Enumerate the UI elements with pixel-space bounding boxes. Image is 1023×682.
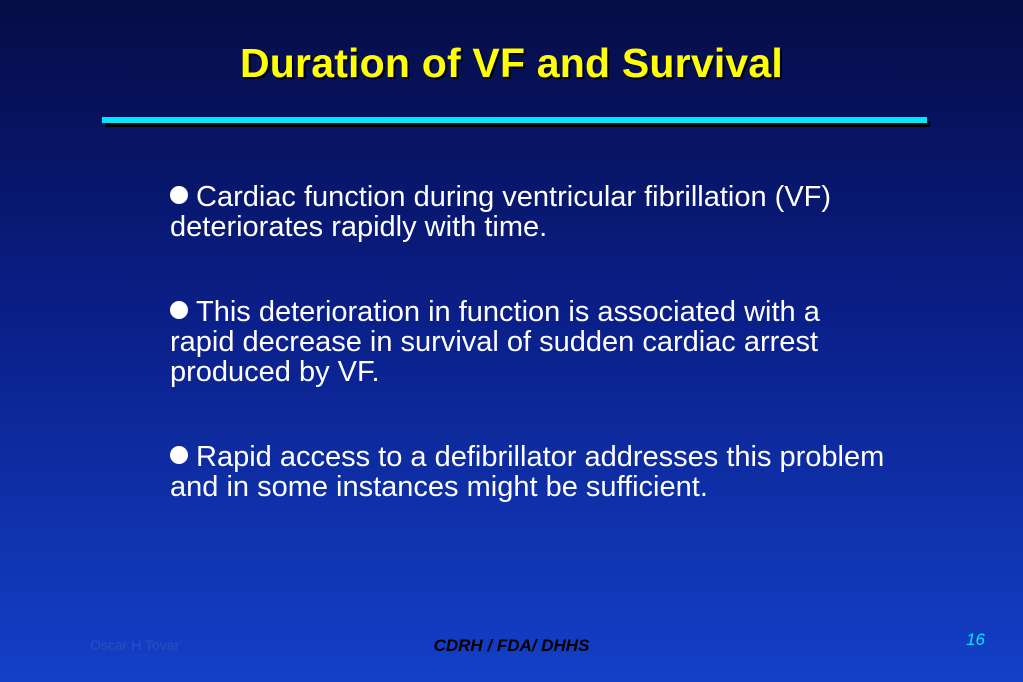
bullet-text: Rapid access to a defibrillator addresses this problem and in some instances might be sufficient. — [170, 441, 885, 503]
bullet-item — [170, 182, 890, 242]
footer-author: Oscar H Tovar — [90, 637, 180, 653]
bullet-dot-icon — [170, 186, 188, 204]
bullet-item — [170, 442, 890, 502]
bullet-dot-icon — [170, 446, 188, 464]
bullet-text: Cardiac function during ventricular fibrillation (VF) deteriorates rapidly with time. — [170, 181, 832, 243]
bullet-item — [170, 297, 890, 387]
page-number: 16 — [966, 630, 985, 649]
footer-organization: CDRH / FDA/ DHHS — [433, 636, 590, 655]
bullet-list — [170, 182, 890, 557]
title-underline — [102, 117, 927, 123]
bullet-dot-icon — [170, 301, 188, 319]
slide-title: Duration of VF and Survival — [239, 40, 784, 86]
bullet-text: This deterioration in function is associated with a rapid decrease in survival of sudden cardiac arrest produced by VF. — [170, 296, 820, 388]
